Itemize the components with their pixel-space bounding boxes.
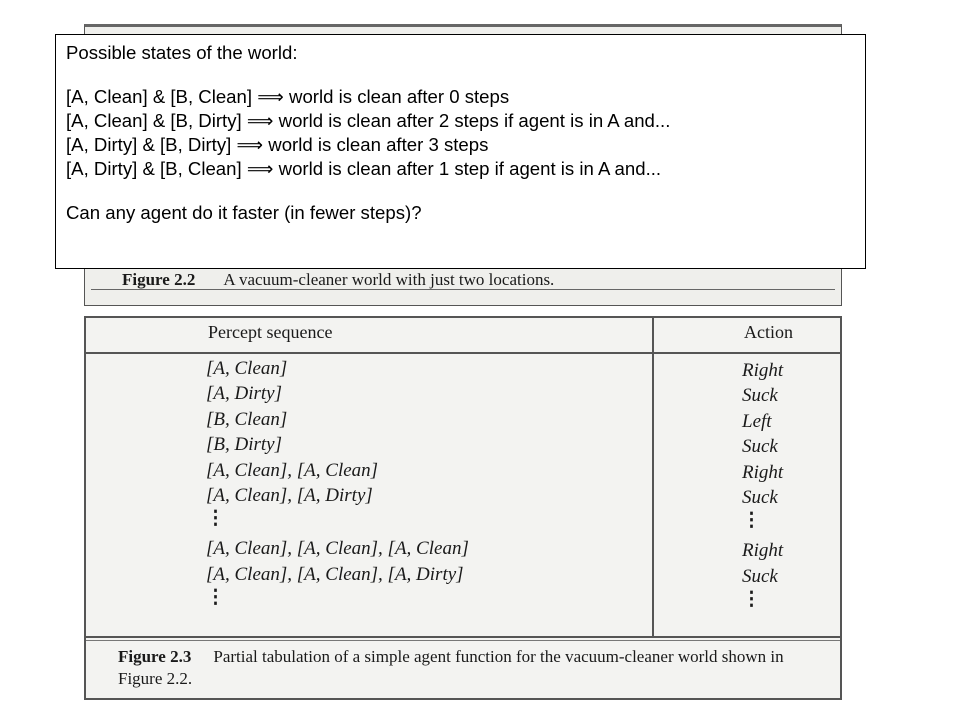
percept-row: [A, Clean], [A, Clean], [A, Dirty] xyxy=(206,563,464,585)
percept-row: [A, Clean], [A, Clean] xyxy=(206,459,379,481)
figure-2-2-caption-text: A vacuum-cleaner world with just two locations. xyxy=(223,270,555,289)
action-row: Suck xyxy=(742,486,778,508)
figure-2-2-label: Figure 2.2 xyxy=(122,270,196,289)
percept-sequence-header: Percept sequence xyxy=(208,322,333,342)
callout-question: Can any agent do it faster (in fewer steps)? xyxy=(66,202,422,223)
callout-heading: Possible states of the world: xyxy=(66,42,298,63)
world-state-line: [A, Dirty] & [B, Dirty] ⟹ world is clean after 3 steps xyxy=(66,134,489,155)
action-row: Right xyxy=(742,540,784,562)
action-row: Suck xyxy=(742,385,778,407)
world-state-line: [A, Clean] & [B, Dirty] ⟹ world is clean after 2 steps if agent is in A and... xyxy=(66,110,671,131)
figure-2-3-caption xyxy=(118,646,830,690)
table-bottom-rule xyxy=(86,636,840,638)
percept-row: [A, Clean], [A, Clean], [A, Clean] xyxy=(206,538,469,560)
action-row: Suck xyxy=(742,436,778,458)
percept-row: [A, Clean] xyxy=(206,358,288,379)
world-state-line: [A, Clean] & [B, Clean] ⟹ world is clean after 0 steps xyxy=(66,86,510,107)
action-row: Right xyxy=(742,461,784,483)
figure-2-2-caption xyxy=(122,270,554,290)
action-row: Right xyxy=(742,360,784,381)
percept-ellipsis: ⋮ xyxy=(206,508,225,530)
figure-2-3-caption-text: Partial tabulation of a simple agent function for the vacuum-cleaner world shown in Figure 2.2. xyxy=(118,647,784,688)
percept-sequence-column xyxy=(206,356,469,615)
action-row: Left xyxy=(742,410,772,432)
action-ellipsis: ⋮ xyxy=(742,589,761,611)
percept-row: [B, Dirty] xyxy=(206,434,282,456)
table-header-rule xyxy=(86,352,840,354)
figure-2-3-label: Figure 2.3 xyxy=(118,647,192,666)
table-bottom-rule-2 xyxy=(86,640,840,641)
percept-row: [B, Clean] xyxy=(206,408,288,430)
percept-row: [A, Clean], [A, Dirty] xyxy=(206,484,373,506)
percept-ellipsis: ⋮ xyxy=(206,587,225,609)
percept-row: [A, Dirty] xyxy=(206,383,282,405)
action-column xyxy=(742,358,783,617)
action-ellipsis: ⋮ xyxy=(742,510,761,532)
action-row: Suck xyxy=(742,565,778,587)
action-header: Action xyxy=(744,322,793,342)
world-states-callout xyxy=(55,34,866,269)
table-column-rule xyxy=(652,318,654,636)
world-state-line: [A, Dirty] & [B, Clean] ⟹ world is clean after 1 step if agent is in A and... xyxy=(66,158,662,179)
